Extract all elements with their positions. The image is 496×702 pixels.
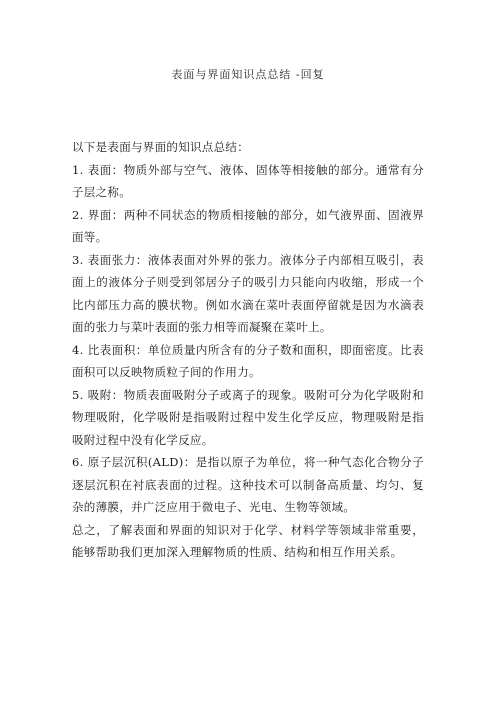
point-surface: 1. 表面：物质外部与空气、液体、固体等相接触的部分。通常有分子层之称。 [72,162,424,199]
point-adsorption: 5. 吸附：物质表面吸附分子或离子的现象。吸附可分为化学吸附和物理吸附，化学吸附是指吸附过程中发生化学反应，物理吸附是指吸附过程中没有化学反应。 [72,387,424,447]
conclusion-paragraph: 总之，了解表面和界面的知识对于化学、材料学等领域非常重要，能够帮助我们更加深入理解物质的性质、结构和相互作用关系。 [72,522,424,559]
intro-paragraph: 以下是表面与界面的知识点总结： [72,140,249,154]
point-specific-surface-area: 4. 比表面积：单位质量内所含有的分子数和面积，即面密度。比表面积可以反映物质粒子间的作用力。 [72,342,424,379]
document-body [72,136,424,564]
point-interface: 2. 界面：两种不同状态的物质相接触的部分，如气液界面、固液界面等。 [72,207,424,244]
document-title: 表面与界面知识点总结 -回复 [171,68,325,81]
point-surface-tension: 3. 表面张力：液体表面对外界的张力。液体分子内部相互吸引，表面上的液体分子则受到邻居分子的吸引力只能向内收缩，形成一个比内部压力高的膜状物。例如水滴在菜叶表面停留就是因为水滴表面的张力与菜叶表面的张力相等而凝聚在菜叶上。 [72,252,424,334]
point-ald: 6. 原子层沉积(ALD)：是指以原子为单位，将一种气态化合物分子逐层沉积在衬底表面的过程。这种技术可以制备高质量、均匀、复杂的薄膜，并广泛应用于微电子、光电、生物等领域。 [72,455,424,514]
